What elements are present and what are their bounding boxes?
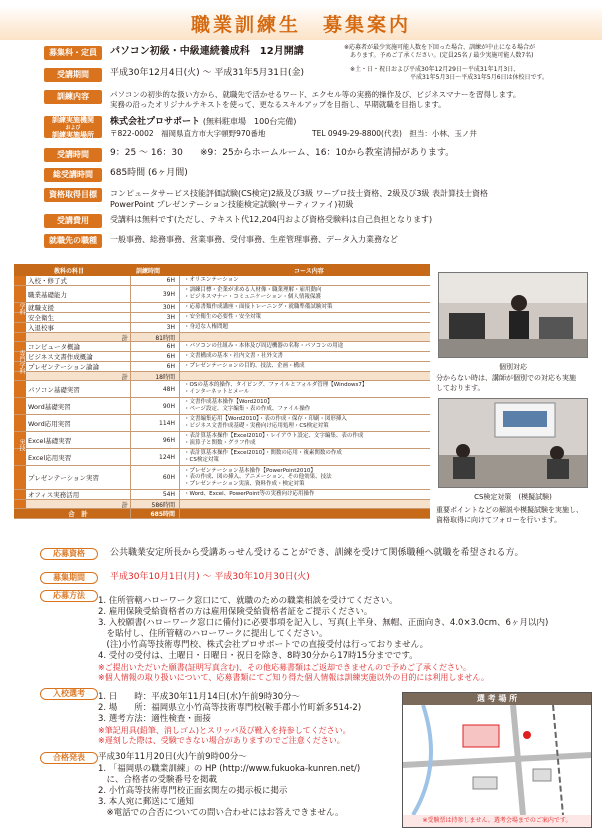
course-value: パソコン初級・中級連続養成科 12月開講 (110, 46, 304, 57)
facility-label-3: 訓練実施場所 (52, 131, 94, 139)
result-item-1: 1. 「福岡県の職業訓練」の HP (http://www.fukuoka-kunren.net/) (98, 764, 361, 774)
curriculum-subject: Word基礎実習 (28, 402, 71, 411)
facility-tel: TEL 0949-29-8800(代表) 担当：小林、玉ノ井 (312, 129, 477, 138)
curriculum-row (14, 286, 430, 303)
curriculum-hours: 81時間 (130, 333, 180, 341)
curriculum-subject: Word応用実習 (28, 419, 71, 428)
curriculum-hours: 39H (130, 286, 180, 302)
facility-label-1: 訓練実施機関 (52, 116, 94, 124)
photo-note-2-line-2: 資格取得に向けてフォローを行います。 (436, 516, 562, 524)
curriculum-content: ・訓練目標・企業が求める人材像・職業理解・雇用動向 ・ビジネスマナー・コミュニケーション・個人情報保護 (184, 287, 322, 300)
course-label: 募集科・定員 (44, 46, 102, 60)
method-item-6: 4. 受付の受付は、土曜日・日曜日・祝日を除き、8時30分から17時15分までです。 (98, 651, 418, 661)
curriculum-group-bar (14, 466, 26, 489)
photo-note-1-line-1: 分からない時は、講師が個別での対応も実施 (436, 374, 576, 382)
map-title: 選 考 場 所 (403, 693, 591, 705)
venue-map (402, 692, 592, 828)
fee-label: 受講費用 (44, 214, 102, 228)
hours-label: 総受講時間 (44, 168, 102, 182)
curriculum-content: ・身辺な人権問題 (184, 324, 229, 331)
curriculum-header-subject: 教科の科目 (54, 268, 85, 275)
curriculum-header (14, 264, 430, 276)
curriculum-row (14, 449, 430, 466)
curriculum-row (14, 362, 430, 372)
period-label: 受講期間 (44, 68, 102, 82)
curriculum-hours: 3H (130, 323, 180, 332)
facility-address: 〒822-0002 福岡県直方市大字頓野970番地 (110, 129, 266, 138)
qualification-value-2: PowerPoint プレゼンテーション技能検定試験(サーティファイ)初級 (110, 200, 354, 209)
result-item-5: ※電話での合否についての問い合わせにはお答えできません。 (98, 808, 344, 818)
qualification-label: 資格取得目標 (44, 188, 102, 202)
curriculum-hours: 60H (130, 466, 180, 489)
photo-cs-exam (438, 398, 588, 488)
apply-period-text: 平成30年10月1日(月) ～ 平成30年10月30日(火) (110, 572, 310, 582)
exam-note-2: ※遅刻した際は、受験できない場合がありますのでご注意ください。 (98, 736, 345, 745)
curriculum-row (14, 313, 430, 323)
exam-label: 入校選考 (40, 688, 98, 700)
title-bar (0, 6, 602, 40)
photo-caption-1: 個別対応 (499, 363, 527, 371)
curriculum-subject: 計 (121, 500, 128, 509)
curriculum-row (14, 398, 430, 415)
fee-value: 受講料は無料です(ただし、テキスト代12,204円および資格受験料は自己負担となります) (110, 215, 433, 224)
qualification-value-1: コンピュータサービス技能評価試験(CS検定)2級及び3級 ワープロ技士資格、2級及び3級 表計算技士資格 (110, 189, 488, 198)
job-label: 就職先の職種 (44, 234, 102, 248)
curriculum-subject: 入退校事 (28, 324, 54, 332)
curriculum-hours: 6H (130, 362, 180, 371)
method-item-4: を貼付し、住所管轄のハローワークに提出してください。 (98, 629, 328, 639)
photo-caption-2: CS検定対策 (模擬試験) (474, 493, 552, 501)
photo-note-1-line-2: しております。 (436, 384, 485, 392)
curriculum-content: ・安全衛生の必要性・安全対策 (184, 314, 262, 321)
qualify-text: 公共職業安定所長から受講あっせん受けることができ、訓練を受けて関係職種へ就職を希望される方。 (110, 548, 524, 558)
period-note-1: ※土・日・祝日および平成30年12月29日～平成31年1月3日、 (350, 66, 520, 73)
curriculum-hours: 30H (130, 303, 180, 312)
curriculum-subject: 計 (121, 333, 128, 342)
curriculum-subject: プレゼンテーション論論 (28, 363, 99, 371)
method-item-3: 3. 入校願書(ハローワーク窓口に備付)に必要事項を記入し、写真(上半身、無帽、正面向き、4.0×3.0cm、6ヶ月以内) (98, 618, 549, 628)
curriculum-row (14, 342, 430, 352)
curriculum-hours: 3H (130, 313, 180, 322)
curriculum-content: ・応募書類作成講座・面接トレーニング・就職準備試験対策 (184, 304, 333, 311)
curriculum-hours: 48H (130, 381, 180, 397)
exam-item-2: 2. 場 所：福岡県立小竹高等技術専門校(鞍手郡小竹町新多514-2) (98, 703, 362, 713)
map-illustration (403, 705, 591, 815)
curriculum-subject: コンピュータ概論 (28, 343, 80, 351)
curriculum-subject: 安全衛生 (28, 314, 54, 322)
curriculum-hours: 90H (130, 398, 180, 414)
facility-label-2: および (65, 125, 81, 131)
curriculum-hours: 96H (130, 432, 180, 448)
job-value: 一般事務、総務事務、営業事務、受付事務、生産管理事務、データ入力業務など (110, 235, 398, 244)
curriculum-group-bar (14, 415, 26, 431)
qualify-label: 応募資格 (40, 548, 98, 560)
curriculum-content: ・プレゼンテーション基本操作【PowerPoint2010】 ・表の作成、図の挿入、アニメーション、その他効果、技法 ・プレゼンテーション実演、資料作成・検定対策 (184, 467, 332, 487)
curriculum-content (184, 372, 430, 380)
curriculum-hours: 586時間 (130, 500, 180, 508)
facility-label (44, 116, 102, 138)
curriculum-hours: 6H (130, 352, 180, 361)
classroom-photo-2-image (439, 399, 588, 488)
method-item-2: 2. 雇用保険受給資格者の方は雇用保険受給資格者証をご提示ください。 (98, 607, 373, 617)
curriculum-content: ・プレゼンテーションの目的、技法、企画・構成 (184, 363, 305, 370)
curriculum-subject: 入校・修了式 (28, 277, 67, 285)
curriculum-content: ・文書構成の基本・社内文書・社外文書 (184, 353, 284, 360)
curriculum-row (14, 381, 430, 398)
hours-value: 685時間 (6ヶ月間) (110, 168, 188, 178)
curriculum-content: ・表計算基本操作【Excel2010】・レイアウト設定、文字編集、表の作成 ・演算子と関数・グラフ作成 (184, 433, 364, 446)
curriculum-hours: 685時間 (130, 509, 180, 518)
curriculum-subject: 就職支援 (28, 304, 54, 312)
curriculum-group-label: 実技 (18, 439, 25, 451)
curriculum-row (14, 466, 430, 490)
time-value: 9：25 ～ 16：30 (110, 148, 183, 158)
curriculum-hours: 124H (130, 449, 180, 465)
course-note-1: ※応募者が最少実施可能人数を下回った場合、訓練が中止になる場合が (344, 44, 536, 51)
curriculum-row (14, 509, 430, 519)
facility-parking: (無料駐車場 100台完備) (202, 117, 297, 126)
exam-item-3: 3. 選考方法：適性検査・面接 (98, 714, 211, 724)
curriculum-group-bar (14, 490, 26, 499)
content-label: 訓練内容 (44, 90, 102, 104)
method-note-2: ※個人情報の取り扱いについて、応募書類にてご知り得た個人情報は訓練実施以外の目的には利用しません。 (98, 673, 489, 682)
method-item-1: 1. 住所管轄ハローワーク窓口にて、就職のための職業相談を受けてください。 (98, 596, 398, 606)
curriculum-group-bar (14, 276, 26, 285)
facility-name: 株式会社プロサポート (110, 117, 201, 127)
curriculum-header-hours: 訓練時間 (136, 268, 161, 275)
curriculum-subject: オフィス実務活用 (28, 491, 80, 499)
result-item-3: 2. 小竹高等技術専門校正面玄関左の掲示板に掲示 (98, 786, 288, 796)
exam-note-1: ※筆記用具(鉛筆、消しゴム)とスリッパ及び靴入を持参してください。 (98, 726, 351, 735)
curriculum-row (14, 372, 430, 381)
content-value-2: 実務の沿ったオリジナルテキストを使って、更なるスキルアップを目指し、早期就職を目指します。 (110, 100, 446, 109)
curriculum-subject: ビジネス文書作成概論 (28, 353, 93, 361)
result-item-4: 3. 本人宛に郵送にて通知 (98, 797, 194, 807)
curriculum-hours: 54H (130, 490, 180, 499)
curriculum-group-label: 専門学科 (18, 349, 25, 374)
curriculum-subject: Excel応用実習 (28, 453, 72, 462)
curriculum-content: ・パソコンの仕組み・本体及び周辺機器の名称・パソコンの用途 (184, 343, 344, 350)
curriculum-group-bar (14, 381, 26, 397)
curriculum-hours: 18時間 (130, 372, 180, 380)
result-text: 平成30年11月20日(火)午前9時00分～ (98, 752, 247, 762)
page-title: 職業訓練生 募集案内 (190, 14, 411, 36)
photo-individual-support (438, 272, 588, 358)
curriculum-row (14, 432, 430, 449)
exam-item-1: 1. 日 時：平成30年11月14日(水)午前9時30分～ (98, 692, 301, 702)
time-label: 受講時間 (44, 148, 102, 162)
curriculum-subject: パソコン基礎実習 (28, 385, 80, 394)
curriculum-content: ・オリエンテーション (184, 277, 239, 284)
curriculum-group-bar (14, 398, 26, 414)
time-note: ※9：25からホームルーム、16：10から教室清掃があります。 (200, 148, 455, 158)
curriculum-row (14, 415, 430, 432)
curriculum-row (14, 500, 430, 509)
curriculum-subject: Excel基礎実習 (28, 436, 72, 445)
result-item-2: に、合格者の受験番号を掲載 (98, 775, 218, 785)
course-note-2: あります。予めご了承ください。(定員25名 / 最少実施可能人数7名) (350, 52, 534, 59)
curriculum-group-bar (14, 323, 26, 332)
method-item-5: (注)小竹高等技術専門校、株式会社プロサポートでの直接受付は行っておりません。 (98, 640, 429, 650)
curriculum-content (184, 509, 430, 518)
curriculum-group-bar (14, 333, 26, 341)
apply-period-label: 募集期間 (40, 572, 98, 584)
curriculum-content (184, 333, 430, 341)
curriculum-content: ・文書作成基本操作【Word2010】 ・ページ設定、文字編集・表の作成、ファイル操作 (184, 399, 311, 412)
method-note-1: ※ご提出いただいた願書(証明写真含む)、その他応募書類はご返却できませんので予めご了承ください。 (98, 663, 471, 672)
curriculum-row (14, 303, 430, 313)
curriculum-content: ・OSの基本的操作、タイピング、ファイルとフォルダ管理【Windows7】 ・インターネットとメール (184, 382, 368, 395)
method-label: 応募方法 (40, 590, 98, 602)
curriculum-row (14, 352, 430, 362)
curriculum-subject: 職業基礎能力 (28, 290, 67, 299)
curriculum-content (184, 500, 430, 508)
curriculum-hours: 6H (130, 342, 180, 351)
curriculum-content: ・Word、Excel、PowerPoint等の実務向け応用操作 (184, 491, 315, 498)
curriculum-subject: 合 計 (68, 510, 88, 518)
curriculum-subject: 計 (121, 372, 128, 381)
curriculum-header-content: コース内容 (294, 268, 324, 275)
period-value: 平成30年12月4日(火) ～ 平成31年5月31日(金) (110, 68, 305, 78)
photo-note-2-line-1: 重要ポイントなどの解説や模擬試験を実施し、 (436, 506, 583, 514)
curriculum-group-label: 学科 (18, 303, 25, 315)
result-label: 合格発表 (40, 752, 98, 764)
classroom-photo-1-image (439, 273, 588, 358)
curriculum-row (14, 276, 430, 286)
curriculum-content: ・文書編集応用【Word2010】・表の作成・保存・印刷・図形挿入 ・ビジネス文書作成基礎・実務向け応用処理・CS検定対策 (184, 416, 347, 429)
curriculum-row (14, 323, 430, 333)
content-value-1: パソコンの初歩的な扱い方から、就職先で活かせるワード、エクセル等の実務的操作及び、ビジネスマナーを習得します。 (110, 90, 521, 99)
map-note: ※受験票は持参しません。選考会場までのご案内です。 (403, 815, 591, 827)
period-note-2: 平成31年5月3日～平成31年5月6日は休校日です。 (410, 74, 549, 81)
facility-name-line (110, 116, 296, 128)
curriculum-content: ・表計算基本操作【Excel2010】・関数の応用・複素関数の作成 ・CS検定対策 (184, 450, 342, 463)
curriculum-row (14, 490, 430, 500)
curriculum-group-bar (14, 500, 26, 508)
curriculum-hours: 6H (130, 276, 180, 285)
curriculum-subject: プレゼンテーション実習 (28, 474, 99, 482)
curriculum-hours: 114H (130, 415, 180, 431)
curriculum-row (14, 333, 430, 342)
curriculum-table (14, 264, 430, 519)
